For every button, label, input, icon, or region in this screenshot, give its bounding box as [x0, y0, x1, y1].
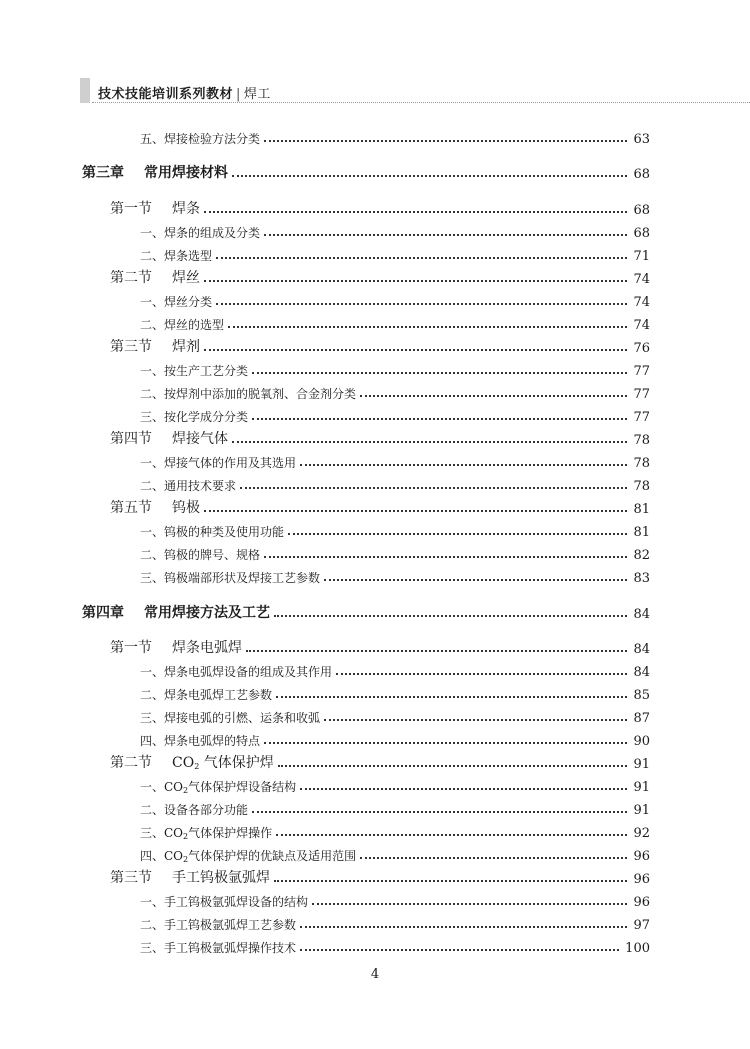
item-title: 一、焊丝分类: [140, 295, 213, 309]
toc-page-number: 82: [633, 548, 650, 563]
toc-item-label: [140, 824, 276, 841]
toc-item-row[interactable]: [140, 844, 650, 864]
header-accent-bar: [80, 78, 90, 103]
header-text: [98, 83, 271, 102]
toc-page-number: 84: [633, 607, 650, 622]
header-separator: |: [236, 87, 241, 102]
toc-item-row[interactable]: [140, 244, 650, 264]
toc-page-number: 76: [633, 341, 650, 356]
toc-item-row[interactable]: [140, 221, 650, 241]
toc-section-label: [110, 497, 204, 517]
section-title: 手工钨极氩弧焊: [172, 870, 270, 886]
dot-leader: [252, 418, 627, 420]
item-title: 五、焊接检验方法分类: [140, 132, 261, 146]
item-title: 一、钨极的种类及使用功能: [140, 525, 285, 539]
toc-item-row[interactable]: [140, 706, 650, 726]
toc-page-number: 96: [633, 872, 650, 887]
toc-item-label: [140, 801, 252, 818]
dot-leader: [278, 765, 628, 767]
toc-page-number: 81: [633, 525, 650, 540]
item-title: 二、设备各部分功能: [140, 803, 249, 817]
page-number: 4: [370, 967, 380, 982]
toc-item-label: [140, 293, 216, 310]
toc-page-number: 78: [633, 479, 650, 494]
toc-item-label: [140, 454, 300, 471]
dot-leader: [300, 949, 619, 951]
book-subject: 焊工: [243, 87, 271, 102]
dot-leader: [264, 742, 627, 744]
dot-leader: [240, 487, 627, 489]
toc-item-row[interactable]: [140, 543, 650, 563]
dot-leader: [360, 395, 627, 397]
toc-item-label: [140, 732, 264, 749]
toc-section-row[interactable]: [110, 428, 650, 448]
section-title: 焊条: [172, 201, 200, 217]
toc-section-row[interactable]: [110, 198, 650, 218]
toc-page-number: 92: [633, 826, 650, 841]
item-title: 二、焊条选型: [140, 249, 213, 263]
toc-section-row[interactable]: [110, 267, 650, 287]
chapter-number: 第三章: [82, 165, 124, 181]
toc-chapter-row[interactable]: [82, 162, 650, 182]
chapter-title: 常用焊接方法及工艺: [144, 605, 270, 621]
toc-page-number: 63: [633, 132, 650, 147]
toc-item-label: [140, 569, 324, 586]
item-title-prefix: 三、CO: [140, 826, 184, 840]
toc-item-row[interactable]: [140, 313, 650, 333]
toc-item-label: [140, 939, 300, 956]
dot-leader: [246, 650, 627, 652]
toc-item-label: [140, 362, 252, 379]
toc-item-row[interactable]: [140, 359, 650, 379]
toc-section-label: [110, 867, 274, 887]
toc-page-number: 74: [633, 318, 650, 333]
running-header: [80, 78, 750, 104]
toc-item-row[interactable]: [140, 821, 650, 841]
toc-item-row[interactable]: [140, 290, 650, 310]
toc-item-row[interactable]: [140, 660, 650, 680]
toc-item-row[interactable]: [140, 683, 650, 703]
dot-leader: [300, 788, 627, 790]
dot-leader: [312, 903, 627, 905]
toc-section-row[interactable]: [110, 497, 650, 517]
dot-leader: [252, 372, 627, 374]
chapter-title: 常用焊接材料: [144, 165, 228, 181]
toc-page-number: 74: [633, 272, 650, 287]
toc-item-label: [140, 709, 324, 726]
item-title: 二、焊丝的选型: [140, 318, 225, 332]
toc-section-label: [110, 752, 278, 772]
item-title: 四、焊条电弧焊的特点: [140, 734, 261, 748]
dot-leader: [264, 234, 627, 236]
item-title: 二、通用技术要求: [140, 479, 237, 493]
item-title: 二、钨极的牌号、规格: [140, 548, 261, 562]
toc-page-number: 77: [633, 364, 650, 379]
toc-page-number: 74: [633, 295, 650, 310]
item-title: 一、按生产工艺分类: [140, 364, 249, 378]
dot-leader: [216, 257, 627, 259]
dot-leader: [288, 533, 627, 535]
item-title-prefix: 一、CO: [140, 780, 184, 794]
toc-page-number: 83: [633, 571, 650, 586]
dot-leader: [204, 211, 627, 213]
section-title: 焊接气体: [172, 431, 228, 447]
toc-item-label: [140, 130, 264, 147]
section-title-suffix: 气体保护焊: [203, 755, 274, 771]
item-title-suffix: 气体保护焊设备结构: [188, 780, 297, 794]
item-title: 三、按化学成分分类: [140, 410, 249, 424]
dot-leader: [324, 579, 627, 581]
dot-leader: [276, 696, 627, 698]
toc-section-row[interactable]: [110, 867, 650, 887]
item-title: 三、钨极端部形状及焊接工艺参数: [140, 571, 321, 585]
toc-page-number: 97: [633, 918, 650, 933]
dot-leader: [360, 857, 627, 859]
toc-section-row[interactable]: [110, 752, 650, 772]
section-number: 第五节: [110, 500, 152, 516]
dot-leader: [264, 556, 627, 558]
toc-item-row[interactable]: [140, 405, 650, 425]
toc-section-label: [110, 198, 204, 218]
toc-page-number: 85: [633, 688, 650, 703]
toc-section-row[interactable]: [110, 637, 650, 657]
book-series-title: 技术技能培训系列教材: [98, 87, 234, 102]
chapter-number: 第四章: [82, 605, 124, 621]
toc-item-label: [140, 477, 240, 494]
toc-page-number: 91: [633, 757, 650, 772]
dot-leader: [204, 510, 627, 512]
item-title: 三、手工钨极氩弧焊操作技术: [140, 941, 297, 955]
toc-item-row[interactable]: [140, 890, 650, 910]
item-title-suffix: 气体保护焊的优缺点及适用范围: [188, 849, 357, 863]
toc-page-number: 78: [633, 456, 650, 471]
toc-item-row[interactable]: [140, 775, 650, 795]
subscript: 2: [194, 762, 200, 771]
toc-item-label: [140, 224, 264, 241]
dot-leader: [336, 673, 627, 675]
item-title-suffix: 气体保护焊操作: [188, 826, 273, 840]
item-title: 一、手工钨极氩弧焊设备的结构: [140, 895, 309, 909]
section-title: 焊丝: [172, 270, 200, 286]
dot-leader: [252, 811, 627, 813]
toc-page-number: 91: [633, 803, 650, 818]
toc-item-row[interactable]: [140, 566, 650, 586]
header-dotted-rule: [92, 102, 750, 103]
toc-item-label: [140, 546, 264, 563]
dot-leader: [232, 441, 627, 443]
toc-page-number: 96: [633, 895, 650, 910]
toc-page-number: 68: [633, 226, 650, 241]
toc-chapter-label: [82, 162, 232, 182]
toc-page-number: 81: [633, 502, 650, 517]
dot-leader: [274, 880, 627, 882]
toc-item-label: [140, 523, 288, 540]
dot-leader: [276, 834, 627, 836]
toc-item-row[interactable]: [140, 382, 650, 402]
dot-leader: [300, 464, 627, 466]
toc-section-label: [110, 336, 204, 356]
toc-item-row[interactable]: [140, 520, 650, 540]
item-title: 二、手工钨极氩弧焊工艺参数: [140, 918, 297, 932]
item-title-prefix: 四、CO: [140, 849, 184, 863]
item-title: 一、焊接气体的作用及其选用: [140, 456, 297, 470]
section-number: 第二节: [110, 755, 152, 771]
section-number: 第二节: [110, 270, 152, 286]
toc-page-number: 84: [633, 642, 650, 657]
toc-section-row[interactable]: [110, 336, 650, 356]
toc-item-label: [140, 916, 300, 933]
item-title: 三、焊接电弧的引燃、运条和收弧: [140, 711, 321, 725]
toc-chapter-label: [82, 602, 274, 622]
toc-item-row[interactable]: [140, 451, 650, 471]
dot-leader: [216, 303, 627, 305]
section-number: 第四节: [110, 431, 152, 447]
toc-item-row[interactable]: [140, 127, 650, 147]
toc-item-label: [140, 893, 312, 910]
toc-page-number: 68: [633, 167, 650, 182]
toc-item-row[interactable]: [140, 474, 650, 494]
subscript: 2: [183, 832, 189, 841]
subscript: 2: [183, 855, 189, 864]
toc-page-number: 96: [633, 849, 650, 864]
dot-leader: [204, 349, 627, 351]
section-title: 焊条电弧焊: [172, 640, 242, 656]
toc-item-label: [140, 847, 360, 864]
toc-item-label: [140, 663, 336, 680]
toc-item-row[interactable]: [140, 729, 650, 749]
toc-item-label: [140, 408, 252, 425]
toc-page-number: 78: [633, 433, 650, 448]
toc-item-label: [140, 316, 228, 333]
dot-leader: [264, 140, 627, 142]
toc-page-number: 77: [633, 387, 650, 402]
toc-page-number: 84: [633, 665, 650, 680]
item-title: 二、焊条电弧焊工艺参数: [140, 688, 273, 702]
toc-page-number: 68: [633, 203, 650, 218]
subscript: 2: [183, 786, 189, 795]
toc-item-row[interactable]: [140, 798, 650, 818]
item-title: 一、焊条的组成及分类: [140, 226, 261, 240]
dot-leader: [300, 926, 627, 928]
dot-leader: [324, 719, 627, 721]
toc-page-number: 91: [633, 780, 650, 795]
toc-item-row[interactable]: [140, 936, 650, 956]
toc-chapter-row[interactable]: [82, 602, 650, 622]
item-title: 一、焊条电弧焊设备的组成及其作用: [140, 665, 333, 679]
toc-page-number: 87: [633, 711, 650, 726]
section-title: 钨极: [172, 500, 200, 516]
toc-item-label: [140, 247, 216, 264]
section-title-prefix: CO: [172, 755, 195, 771]
toc-item-label: [140, 778, 300, 795]
toc-page-number: 90: [633, 734, 650, 749]
toc-page-number: 100: [625, 941, 650, 956]
section-number: 第三节: [110, 870, 152, 886]
toc-section-label: [110, 428, 232, 448]
section-number: 第三节: [110, 339, 152, 355]
dot-leader: [232, 175, 627, 177]
toc-item-label: [140, 686, 276, 703]
toc-page-number: 77: [633, 410, 650, 425]
dot-leader: [204, 280, 627, 282]
toc-section-label: [110, 637, 246, 657]
toc-item-label: [140, 385, 360, 402]
section-title: 焊剂: [172, 339, 200, 355]
dot-leader: [274, 615, 627, 617]
toc-item-row[interactable]: [140, 913, 650, 933]
toc-page-number: 71: [633, 249, 650, 264]
dot-leader: [228, 326, 627, 328]
section-number: 第一节: [110, 201, 152, 217]
item-title: 二、按焊剂中添加的脱氧剂、合金剂分类: [140, 387, 357, 401]
toc-section-label: [110, 267, 204, 287]
section-number: 第一节: [110, 640, 152, 656]
